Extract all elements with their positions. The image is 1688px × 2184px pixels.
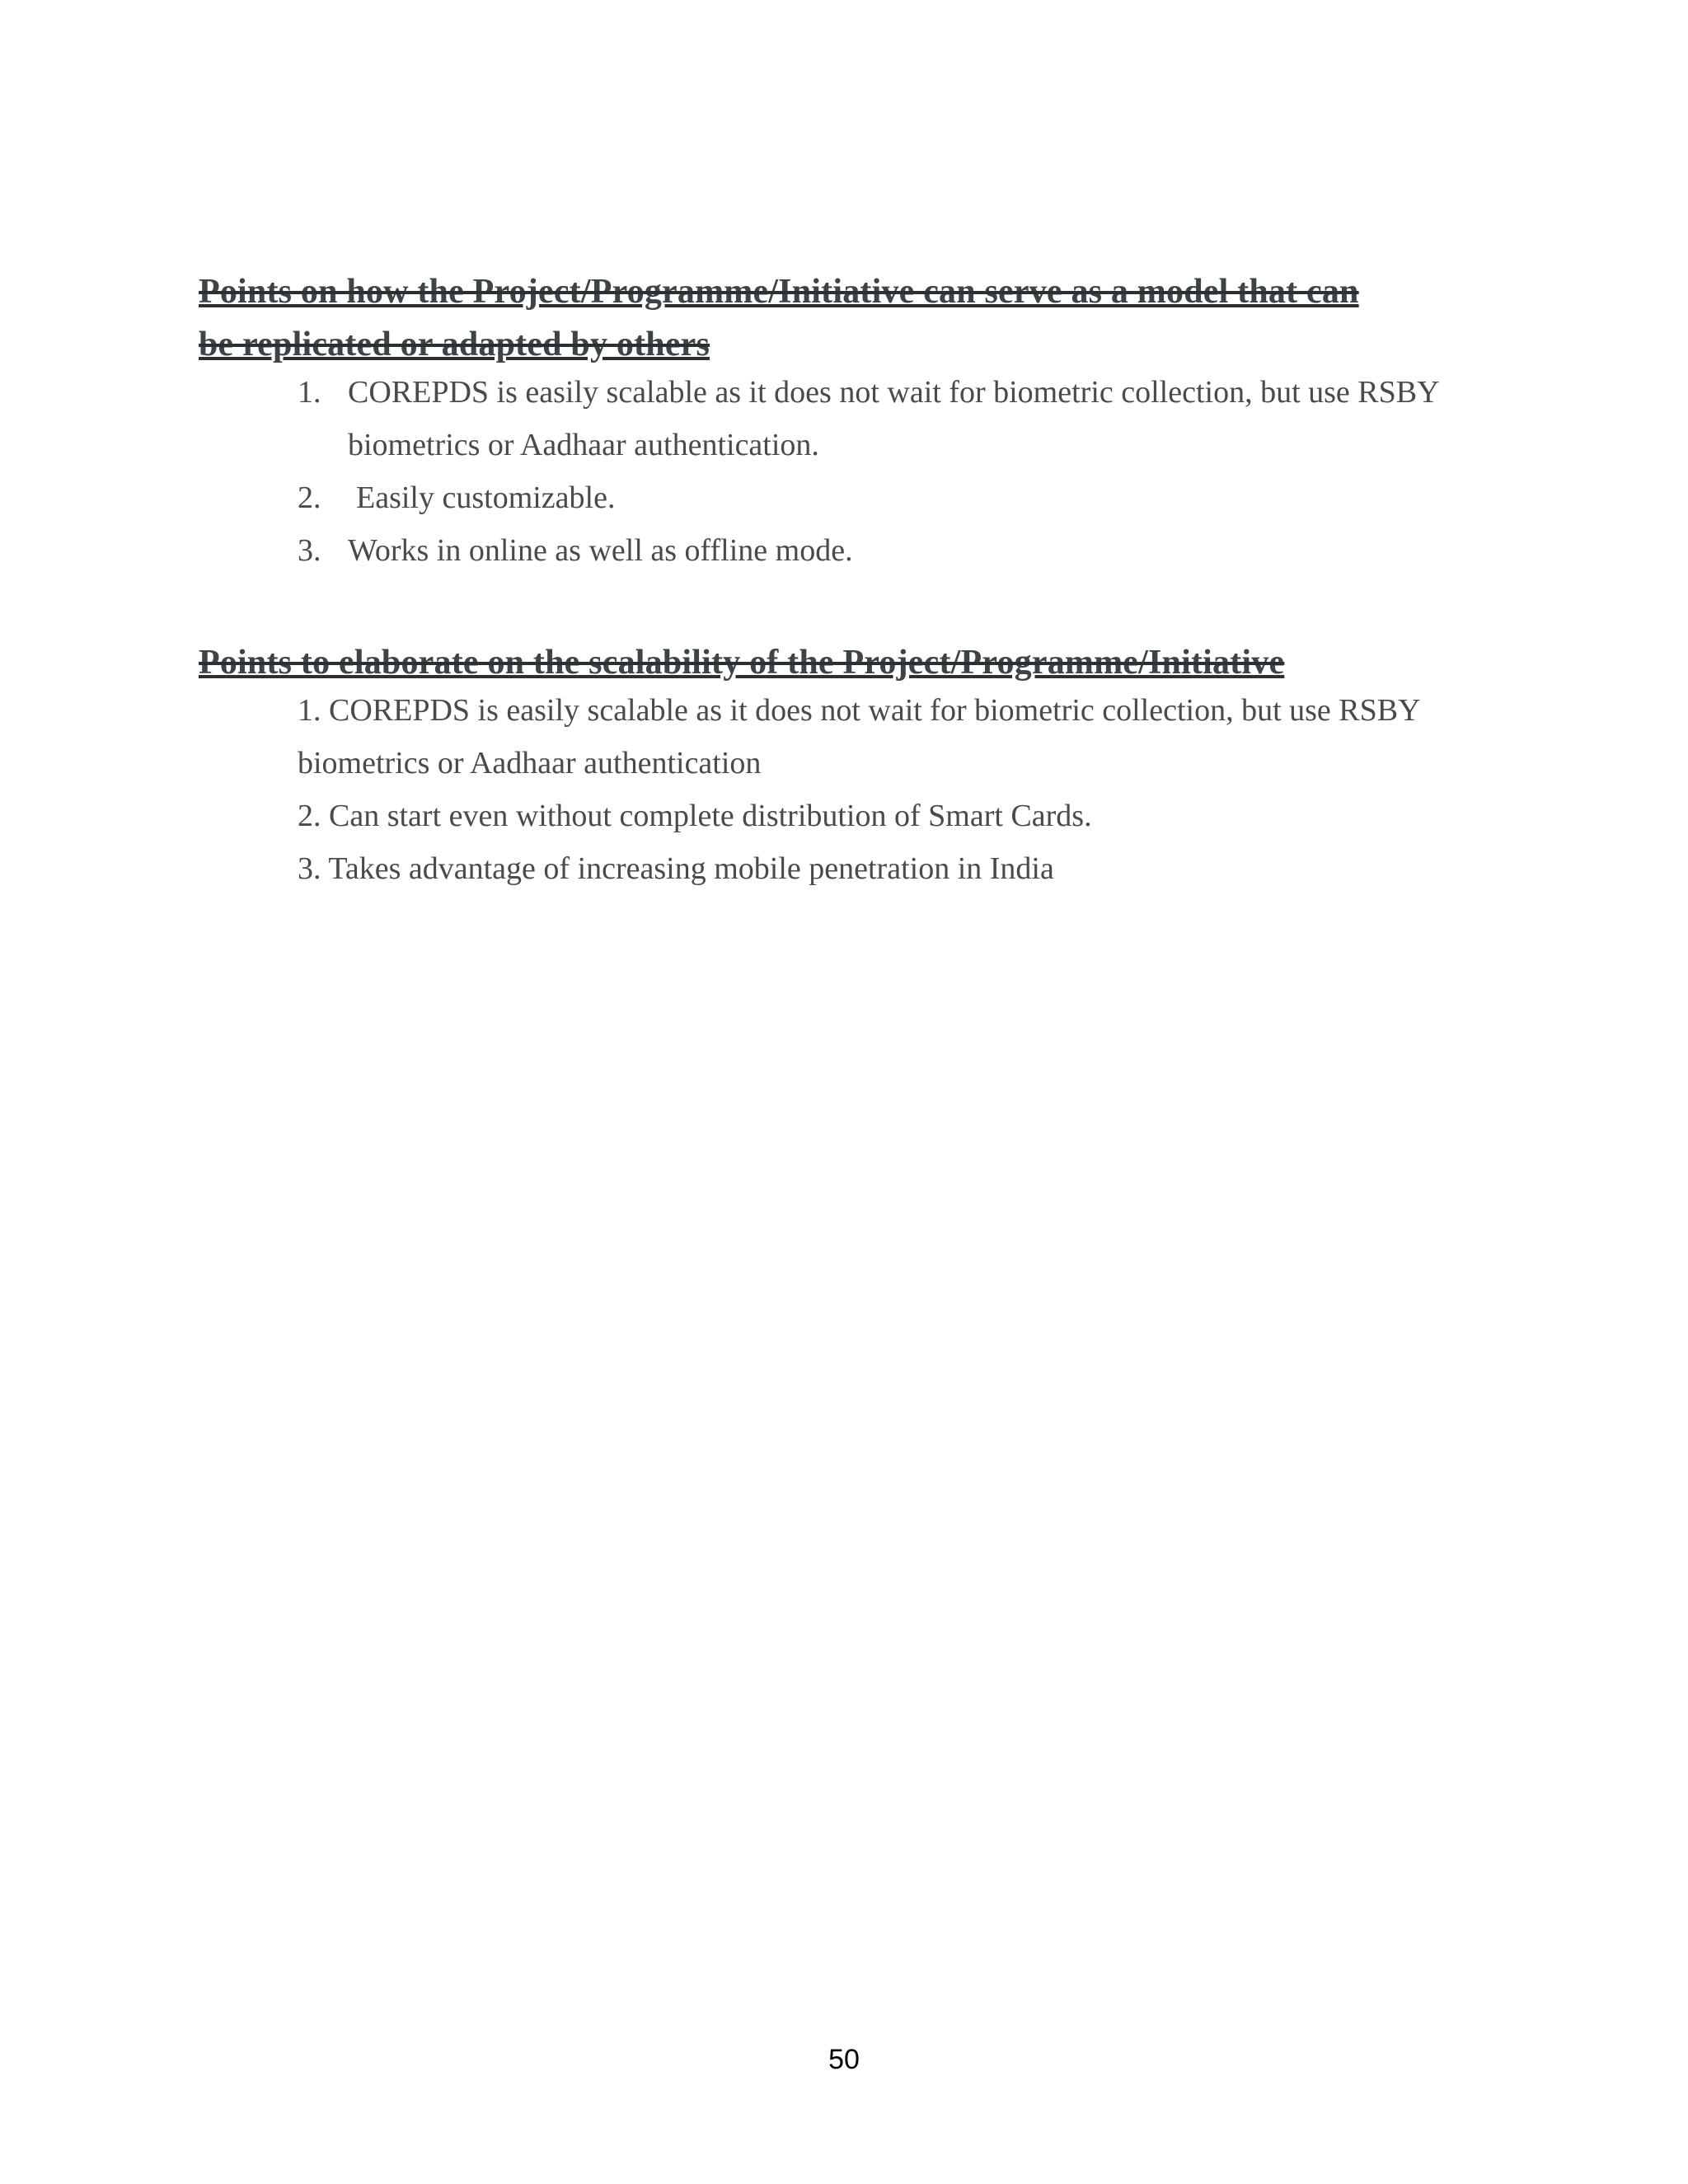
list-item: 1. COREPDS is easily scalable as it does not wait for biometric collection, but use RSBY biometrics or Aadhaar authentication xyxy=(298,693,1420,780)
list-item xyxy=(298,524,1501,577)
list-item-number: 3. xyxy=(298,533,321,568)
list-item xyxy=(298,471,1501,524)
section2-heading: Points to elaborate on the scalability of the Project/Programme/Initiative xyxy=(199,644,1285,682)
list-item-text: Easily customizable. xyxy=(356,480,616,515)
list-item xyxy=(298,366,1501,471)
list-item: 3. Takes advantage of increasing mobile penetration in India xyxy=(298,851,1054,886)
section1-heading-line1: Points on how the Project/Programme/Initiative can serve as a model that can xyxy=(199,273,1359,311)
section1-list xyxy=(298,366,1501,577)
list-item-number: 1. xyxy=(298,375,321,410)
page-number: 50 xyxy=(828,2044,860,2075)
section2-list xyxy=(298,684,1501,895)
list-item: 2. Can start even without complete distribution of Smart Cards. xyxy=(298,799,1092,833)
list-item-text: COREPDS is easily scalable as it does not wait for biometric collection, but use RSBY biometrics or Aadhaar authentication. xyxy=(348,375,1439,462)
section1-heading-line2: be replicated or adapted by others xyxy=(199,326,710,363)
list-item-text: Works in online as well as offline mode. xyxy=(348,533,853,568)
list-item-number: 2. xyxy=(298,480,321,515)
